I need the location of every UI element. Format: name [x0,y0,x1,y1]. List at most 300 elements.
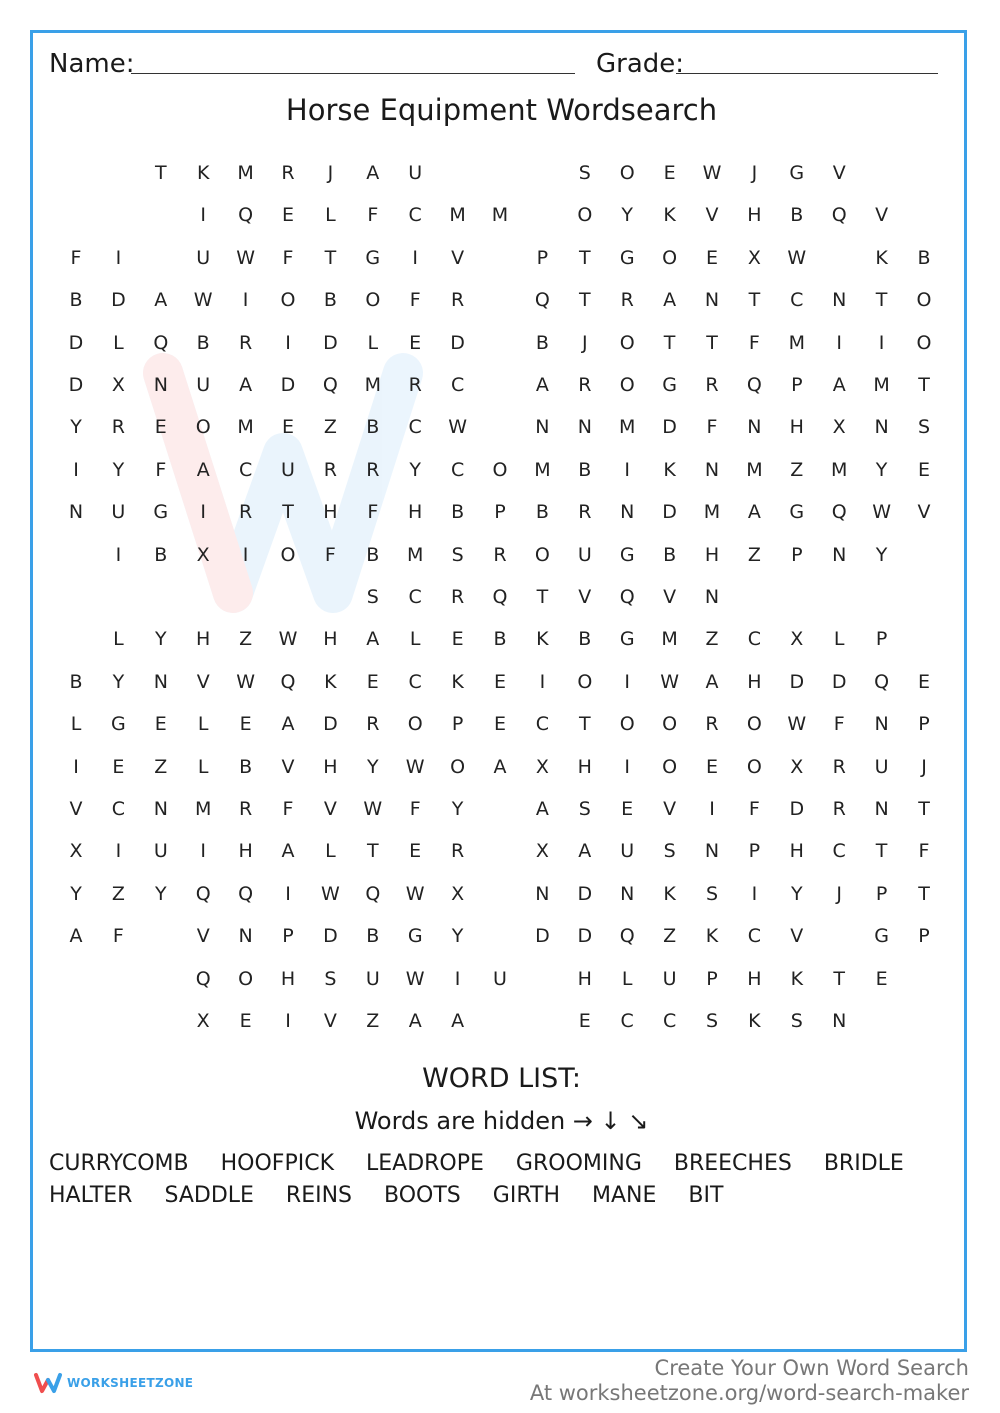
grid-letter: U [493,967,507,990]
grid-letter: N [704,840,720,863]
grid-letter: H [704,543,720,566]
grid-letter: H [577,755,592,778]
grid-letter: P [918,713,930,736]
grid-letter: P [536,246,549,269]
grid-letter: C [238,458,253,481]
name-line [131,73,575,74]
grid-letter: G [407,925,423,948]
grid-letter: M [661,628,678,651]
grid-letter: P [875,882,888,905]
grid-letter: W [448,416,467,439]
grid-letter: B [535,331,549,354]
grid-letter: T [918,882,930,905]
grid-letter: X [69,840,83,863]
grid-letter: T [536,586,549,608]
grid-letter: M [364,374,381,396]
grid-letter: B [366,925,380,948]
grid-letter: E [578,1010,591,1032]
word-list-item: MANE [591,1183,657,1208]
grid-letter: X [196,543,210,566]
grid-letter: C [620,1010,634,1032]
grid-letter: D [280,374,296,396]
grid-letter: I [878,331,885,354]
grid-letter: V [323,798,337,820]
grid-letter: I [285,1010,291,1032]
grid-letter: O [746,713,762,736]
grid-letter: O [407,713,423,736]
grid-letter: E [875,967,888,990]
grid-letter: S [578,798,591,820]
grid-letter: E [917,458,930,481]
grid-letter: U [365,967,380,990]
grid-letter: N [577,416,592,439]
grid-letter: M [237,416,254,439]
grid-letter: T [918,798,930,820]
grid-letter: V [705,204,719,227]
grid-letter: N [620,882,635,905]
grid-letter: R [323,458,337,481]
grid-letter: I [709,798,715,820]
grid-letter: J [327,162,334,184]
grid-letter: R [450,840,465,863]
grid-letter: K [324,670,337,693]
grid-letter: Y [154,882,167,905]
grid-letter: O [195,416,211,439]
grid-letter: C [111,798,126,820]
grid-letter: K [536,628,549,651]
grid-letter: Q [238,204,254,227]
grid-letter: C [832,840,846,863]
grid-letter: I [73,458,79,481]
grid-letter: S [917,416,931,439]
grid-letter: Z [705,628,719,651]
grid-letter: V [323,1010,337,1032]
grid-letter: D [323,331,338,354]
grid-letter: L [113,331,124,354]
grid-letter: T [875,840,888,863]
grid-letter: Q [280,670,296,693]
grid-letter: Z [239,628,253,651]
grid-letter: R [281,162,295,184]
grid-letter: P [451,713,464,736]
grid-letter: O [492,458,508,481]
grid-letter: M [534,458,551,481]
grid-letter: V [451,246,465,269]
grid-letter: B [366,543,380,566]
grid-letter: I [200,204,206,227]
grid-letter: W [236,246,255,269]
grid-letter: D [323,925,338,948]
grid-letter: R [366,458,380,481]
grid-letter: O [916,331,932,354]
grid-letter: Q [195,967,211,990]
grid-letter: S [705,882,719,905]
grid-letter: Q [365,882,381,905]
grid-letter: F [409,798,421,820]
grid-letter: V [69,798,83,820]
grid-letter: N [238,925,253,948]
grid-letter: O [662,755,678,778]
grid-letter: E [409,331,422,354]
grid-letter: G [874,925,889,948]
grid-letter: R [450,289,465,312]
grid-letter: L [70,713,82,736]
grid-letter: Y [621,204,633,227]
grid-letter: F [918,840,930,863]
grid-letter: N [704,289,720,312]
grid-letter: F [706,416,718,439]
grid-letter: N [832,543,847,566]
grid-letter: H [789,840,804,863]
grid-letter: F [70,246,82,269]
grid-letter: W [278,628,298,651]
grid-letter: K [875,246,888,269]
grid-letter: X [790,755,804,778]
grid-letter: U [153,840,168,863]
grid-letter: B [663,543,677,566]
grid-letter: H [238,840,253,863]
grid-letter: A [366,162,380,184]
grid-letter: T [706,331,718,354]
page-title: Horse Equipment Wordsearch [285,93,718,127]
grid-letter: I [751,882,758,905]
word-list-item: GIRTH [492,1183,560,1208]
grid-letter: L [325,840,336,863]
word-list-item: REINS [285,1183,353,1208]
grid-letter: R [408,374,422,396]
grid-letter: M [618,416,636,439]
grid-letter: A [196,458,210,481]
grid-letter: D [789,670,805,693]
grid-letter: R [578,374,592,396]
grid-letter: O [577,204,593,227]
grid-letter: C [408,670,422,693]
grid-letter: R [493,543,507,566]
grid-letter: Z [366,1010,380,1032]
grid-letter: E [239,713,252,736]
grid-letter: P [875,628,888,651]
grid-letter: E [239,1010,252,1032]
grid-letter: P [706,967,718,990]
grid-letter: O [238,967,254,990]
grid-letter: H [323,628,338,651]
grid-letter: Q [831,501,847,524]
grid-letter: I [285,882,291,905]
grid-letter: P [791,543,803,566]
grid-letter: D [323,713,338,736]
grid-letter: A [451,1010,465,1032]
grid-letter: L [197,755,209,778]
grid-letter: Y [366,755,379,778]
footer-line-2: At worksheetzone.org/word-search-maker [529,1381,969,1405]
grid-letter: I [624,670,630,693]
footer-logo [33,1372,193,1394]
grid-letter: T [366,840,379,863]
grid-letter: H [577,967,592,990]
grade-line [676,73,938,74]
grid-letter: G [619,628,635,651]
grid-letter: S [790,1010,803,1032]
grid-letter: E [112,755,125,778]
grid-letter: V [663,586,677,608]
grid-letter: R [238,501,253,524]
grid-letter: V [832,162,846,184]
grid-letter: I [412,246,418,269]
grid-letter: F [748,798,760,820]
grid-letter: B [323,289,337,312]
grid-letter: D [662,501,677,524]
grid-letter: K [663,204,676,227]
grid-letter: K [790,967,804,990]
word-list-item: SADDLE [164,1183,254,1208]
grid-letter: Q [534,289,550,312]
grid-letter: O [450,755,466,778]
grid-letter: R [832,755,846,778]
grid-letter: H [747,204,762,227]
grid-letter: S [663,840,676,863]
grid-letter: V [281,755,295,778]
logo-text: WORKSHEETZONE [67,1376,194,1390]
grid-letter: G [789,501,805,524]
grid-letter: M [406,543,424,566]
grid-letter: O [619,374,635,396]
grid-letter: O [662,246,678,269]
name-label: Name: [49,49,135,79]
grid-letter: A [535,374,549,396]
grid-letter: E [705,755,718,778]
grid-letter: N [153,374,168,396]
grid-letter: T [748,289,761,312]
grid-letter: R [450,586,465,608]
grid-letter: Z [663,925,677,948]
grid-letter: Z [747,543,761,566]
grid-letter: X [196,1010,210,1032]
grid-letter: M [788,331,805,354]
grid-letter: O [619,713,635,736]
grid-letter: W [787,246,807,269]
grid-letter: T [578,289,591,312]
grid-letter: J [921,755,927,778]
grid-letter: H [196,628,211,651]
grid-letter: N [153,670,168,693]
grid-letter: I [539,670,546,693]
grid-letter: L [621,967,633,990]
grid-letter: D [662,416,677,439]
grid-letter: G [662,374,677,396]
grid-letter: N [153,798,168,820]
grid-letter: W [702,162,722,184]
grid-letter: O [916,289,932,312]
grid-letter: C [450,374,465,396]
grid-letter: T [578,246,591,269]
word-list-title: WORD LIST: [422,1063,581,1094]
grid-letter: Q [619,586,635,608]
grid-letter: A [366,628,380,651]
grid-letter: E [663,162,676,184]
grid-letter: H [323,501,338,524]
grid-letter: D [577,882,593,905]
grid-letter: Y [875,543,888,566]
grid-letter: G [365,246,381,269]
grid-letter: M [449,204,466,227]
grid-letter: W [405,755,425,778]
grid-letter: T [324,246,337,269]
grid-letter: N [620,501,635,524]
word-list-item: BIT [688,1183,724,1208]
grid-letter: R [620,289,634,312]
grid-letter: M [873,374,890,396]
grid-letter: T [154,162,167,184]
grid-letter: A [281,713,295,736]
grid-letter: X [790,628,804,651]
grid-letter: H [747,670,762,693]
grid-letter: C [747,925,762,948]
grid-letter: Y [112,458,125,481]
grid-letter: N [704,586,720,608]
grid-letter: Y [451,798,464,820]
grid-letter: W [236,670,255,693]
grid-letter: R [832,798,846,820]
grid-letter: G [619,246,635,269]
grid-letter: Y [451,925,464,948]
word-list-item: GROOMING [515,1151,642,1176]
grid-letter: E [451,628,464,651]
grid-letter: E [621,798,634,820]
grid-letter: L [409,628,421,651]
grid-letter: E [493,713,506,736]
grid-letter: W [320,882,340,905]
grid-letter: A [663,289,677,312]
grid-letter: W [405,882,425,905]
grid-letter: Q [153,331,169,354]
grid-letter: S [324,967,337,990]
grid-letter: E [409,840,422,863]
grid-letter: V [875,204,889,227]
grid-letter: Q [195,882,211,905]
grid-letter: A [281,840,295,863]
word-list-item: BREECHES [673,1151,792,1176]
grid-letter: V [578,586,592,608]
grid-letter: B [196,331,210,354]
grid-letter: F [748,331,760,354]
word-list-hint: Words are hidden → ↓ ↘ [354,1107,649,1135]
grid-letter: N [68,501,84,524]
grid-letter: S [451,543,464,566]
grid-letter: L [325,204,336,227]
grid-letter: U [196,374,211,396]
grid-letter: D [789,798,805,820]
grid-letter: C [408,204,422,227]
grid-letter: U [874,755,889,778]
grid-letter: N [535,882,550,905]
grid-letter: G [619,543,635,566]
grid-letter: A [69,925,83,948]
grid-letter: D [450,331,465,354]
grid-letter: W [405,967,425,990]
grid-letter: E [493,670,506,693]
grid-letter: E [366,670,379,693]
grid-letter: P [494,501,506,524]
grid-letter: I [624,755,630,778]
grid-letter: Q [238,882,254,905]
grid-letter: R [578,501,592,524]
grid-letter: Z [111,882,125,905]
word-list-item: BRIDLE [823,1151,904,1176]
grid-letter: I [115,840,122,863]
grid-letter: F [155,458,167,481]
grid-letter: J [581,331,588,354]
grid-letter: E [154,416,167,439]
grid-letter: K [748,1010,761,1032]
grid-letter: K [663,458,676,481]
grid-letter: O [662,713,678,736]
grid-letter: R [366,713,380,736]
word-list-item: BOOTS [384,1183,461,1208]
grid-letter: P [791,374,803,396]
grid-letter: J [836,882,842,905]
grid-letter: B [69,289,83,312]
grid-letter: T [875,289,888,312]
grid-letter: H [408,501,423,524]
grid-letter: E [154,713,167,736]
grid-letter: C [790,289,804,312]
grid-letter: V [790,925,804,948]
grid-letter: U [662,967,677,990]
grid-letter: Y [154,628,167,651]
grid-letter: D [831,670,847,693]
grid-letter: M [491,204,509,227]
grid-letter: N [747,416,762,439]
grid-letter: O [619,162,635,184]
grid-letter: R [238,331,253,354]
grid-letter: C [535,713,550,736]
grid-letter: E [917,670,930,693]
grid-letter: I [115,246,122,269]
grid-letter: U [408,162,423,184]
grid-letter: E [281,416,294,439]
grid-letter: G [789,162,805,184]
grid-letter: A [705,670,719,693]
grid-letter: T [282,501,294,524]
grid-letter: N [874,416,889,439]
grid-letter: K [663,882,676,905]
grid-letter: W [193,289,213,312]
grid-letter: A [747,501,761,524]
grid-letter: N [535,416,550,439]
grid-letter: D [577,925,593,948]
grid-letter: I [200,501,206,524]
grid-letter: H [789,416,804,439]
grid-letter: O [280,289,296,312]
grid-letter: X [535,840,549,863]
grid-letter: G [153,501,169,524]
grid-letter: C [408,416,422,439]
grid-letter: O [280,543,296,566]
grid-letter: T [578,713,591,736]
grid-letter: F [833,713,845,736]
grid-letter: T [833,967,845,990]
grid-letter: A [154,289,168,312]
grid-letter: Y [70,882,82,905]
grid-letter: B [493,628,507,651]
grid-letter: D [68,331,84,354]
grid-letter: O [577,670,593,693]
grid-letter: T [663,331,676,354]
grid-letter: V [663,798,677,820]
grid-letter: X [111,374,125,396]
grid-letter: F [409,289,421,312]
grid-letter: P [748,840,761,863]
